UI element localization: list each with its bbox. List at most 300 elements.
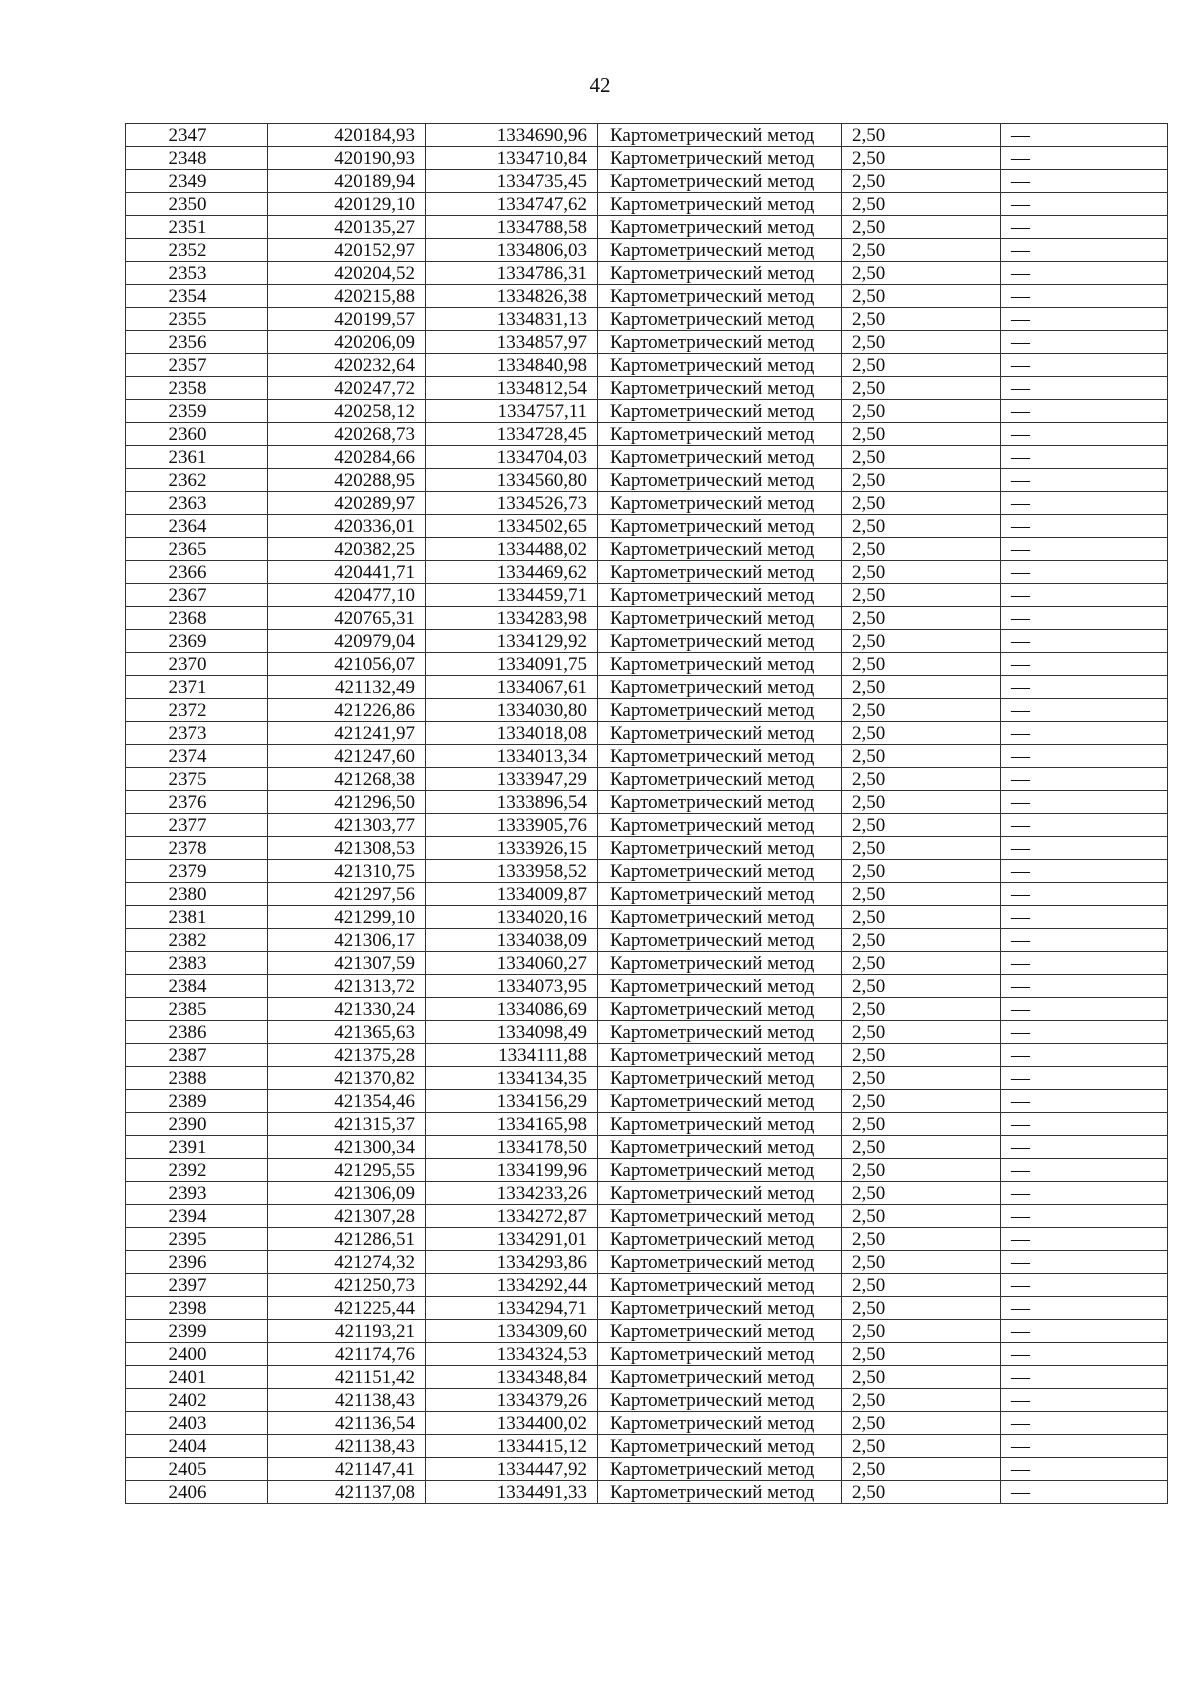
method-cell: Картометрический метод [598,1228,842,1251]
note-cell: — [1001,1136,1168,1159]
accuracy-cell: 2,50 [842,584,1001,607]
note-cell: — [1001,791,1168,814]
accuracy-cell: 2,50 [842,998,1001,1021]
x-coordinate-cell: 421315,37 [268,1113,426,1136]
note-cell: — [1001,446,1168,469]
point-number-cell: 2395 [126,1228,268,1251]
accuracy-cell: 2,50 [842,860,1001,883]
note-cell: — [1001,883,1168,906]
y-coordinate-cell: 1334786,31 [426,262,598,285]
accuracy-cell: 2,50 [842,906,1001,929]
point-number-cell: 2389 [126,1090,268,1113]
accuracy-cell: 2,50 [842,1251,1001,1274]
point-number-cell: 2364 [126,515,268,538]
point-number-cell: 2368 [126,607,268,630]
point-number-cell: 2392 [126,1159,268,1182]
table-row [126,515,1168,538]
x-coordinate-cell: 421308,53 [268,837,426,860]
method-cell: Картометрический метод [598,1320,842,1343]
method-cell: Картометрический метод [598,929,842,952]
point-number-cell: 2387 [126,1044,268,1067]
table-row [126,354,1168,377]
method-cell: Картометрический метод [598,676,842,699]
x-coordinate-cell: 421370,82 [268,1067,426,1090]
y-coordinate-cell: 1334690,96 [426,124,598,147]
x-coordinate-cell: 421268,38 [268,768,426,791]
y-coordinate-cell: 1334459,71 [426,584,598,607]
method-cell: Картометрический метод [598,1435,842,1458]
y-coordinate-cell: 1334292,44 [426,1274,598,1297]
method-cell: Картометрический метод [598,1182,842,1205]
point-number-cell: 2403 [126,1412,268,1435]
x-coordinate-cell: 421147,41 [268,1458,426,1481]
x-coordinate-cell: 420979,04 [268,630,426,653]
point-number-cell: 2365 [126,538,268,561]
x-coordinate-cell: 420190,93 [268,147,426,170]
x-coordinate-cell: 420441,71 [268,561,426,584]
point-number-cell: 2390 [126,1113,268,1136]
y-coordinate-cell: 1334826,38 [426,285,598,308]
table-row [126,1366,1168,1389]
table-row [126,814,1168,837]
table-row [126,1274,1168,1297]
method-cell: Картометрический метод [598,193,842,216]
note-cell: — [1001,630,1168,653]
point-number-cell: 2379 [126,860,268,883]
note-cell: — [1001,354,1168,377]
method-cell: Картометрический метод [598,216,842,239]
y-coordinate-cell: 1333896,54 [426,791,598,814]
note-cell: — [1001,814,1168,837]
table-row [126,1320,1168,1343]
accuracy-cell: 2,50 [842,837,1001,860]
note-cell: — [1001,492,1168,515]
x-coordinate-cell: 421375,28 [268,1044,426,1067]
method-cell: Картометрический метод [598,722,842,745]
y-coordinate-cell: 1334400,02 [426,1412,598,1435]
x-coordinate-cell: 421365,63 [268,1021,426,1044]
point-number-cell: 2371 [126,676,268,699]
x-coordinate-cell: 420215,88 [268,285,426,308]
note-cell: — [1001,124,1168,147]
accuracy-cell: 2,50 [842,1458,1001,1481]
accuracy-cell: 2,50 [842,1205,1001,1228]
table-row [126,239,1168,262]
table-row [126,124,1168,147]
y-coordinate-cell: 1334806,03 [426,239,598,262]
y-coordinate-cell: 1334293,86 [426,1251,598,1274]
point-number-cell: 2394 [126,1205,268,1228]
accuracy-cell: 2,50 [842,216,1001,239]
note-cell: — [1001,998,1168,1021]
x-coordinate-cell: 421286,51 [268,1228,426,1251]
y-coordinate-cell: 1334415,12 [426,1435,598,1458]
point-number-cell: 2356 [126,331,268,354]
x-coordinate-cell: 421225,44 [268,1297,426,1320]
note-cell: — [1001,975,1168,998]
note-cell: — [1001,1389,1168,1412]
method-cell: Картометрический метод [598,1136,842,1159]
table-row [126,791,1168,814]
x-coordinate-cell: 420152,97 [268,239,426,262]
accuracy-cell: 2,50 [842,1297,1001,1320]
table-row [126,308,1168,331]
table-row [126,1205,1168,1228]
note-cell: — [1001,1274,1168,1297]
x-coordinate-cell: 420258,12 [268,400,426,423]
table-row [126,722,1168,745]
table-row [126,1136,1168,1159]
x-coordinate-cell: 421310,75 [268,860,426,883]
note-cell: — [1001,1458,1168,1481]
y-coordinate-cell: 1334134,35 [426,1067,598,1090]
accuracy-cell: 2,50 [842,1228,1001,1251]
accuracy-cell: 2,50 [842,492,1001,515]
accuracy-cell: 2,50 [842,929,1001,952]
accuracy-cell: 2,50 [842,607,1001,630]
y-coordinate-cell: 1334526,73 [426,492,598,515]
x-coordinate-cell: 420268,73 [268,423,426,446]
x-coordinate-cell: 421151,42 [268,1366,426,1389]
method-cell: Картометрический метод [598,377,842,400]
x-coordinate-cell: 420284,66 [268,446,426,469]
accuracy-cell: 2,50 [842,883,1001,906]
coordinates-table [125,123,1168,1504]
point-number-cell: 2400 [126,1343,268,1366]
method-cell: Картометрический метод [598,745,842,768]
note-cell: — [1001,1205,1168,1228]
note-cell: — [1001,676,1168,699]
method-cell: Картометрический метод [598,584,842,607]
method-cell: Картометрический метод [598,492,842,515]
method-cell: Картометрический метод [598,630,842,653]
table-row [126,147,1168,170]
y-coordinate-cell: 1334091,75 [426,653,598,676]
y-coordinate-cell: 1334502,65 [426,515,598,538]
table-row [126,377,1168,400]
y-coordinate-cell: 1334060,27 [426,952,598,975]
x-coordinate-cell: 421226,86 [268,699,426,722]
x-coordinate-cell: 421297,56 [268,883,426,906]
table-row [126,1182,1168,1205]
accuracy-cell: 2,50 [842,952,1001,975]
x-coordinate-cell: 421295,55 [268,1159,426,1182]
note-cell: — [1001,1412,1168,1435]
accuracy-cell: 2,50 [842,1366,1001,1389]
x-coordinate-cell: 420204,52 [268,262,426,285]
table-row [126,653,1168,676]
y-coordinate-cell: 1334309,60 [426,1320,598,1343]
point-number-cell: 2404 [126,1435,268,1458]
method-cell: Картометрический метод [598,791,842,814]
note-cell: — [1001,1182,1168,1205]
table-row [126,193,1168,216]
note-cell: — [1001,1067,1168,1090]
note-cell: — [1001,607,1168,630]
y-coordinate-cell: 1334757,11 [426,400,598,423]
method-cell: Картометрический метод [598,308,842,331]
table-row [126,952,1168,975]
method-cell: Картометрический метод [598,1067,842,1090]
table-row [126,883,1168,906]
method-cell: Картометрический метод [598,423,842,446]
x-coordinate-cell: 421138,43 [268,1389,426,1412]
accuracy-cell: 2,50 [842,170,1001,193]
x-coordinate-cell: 420336,01 [268,515,426,538]
table-row [126,1458,1168,1481]
method-cell: Картометрический метод [598,538,842,561]
table-row [126,1021,1168,1044]
table-row [126,699,1168,722]
point-number-cell: 2352 [126,239,268,262]
x-coordinate-cell: 421307,28 [268,1205,426,1228]
method-cell: Картометрический метод [598,1343,842,1366]
table-row [126,1159,1168,1182]
point-number-cell: 2402 [126,1389,268,1412]
note-cell: — [1001,469,1168,492]
y-coordinate-cell: 1334272,87 [426,1205,598,1228]
method-cell: Картометрический метод [598,906,842,929]
method-cell: Картометрический метод [598,170,842,193]
accuracy-cell: 2,50 [842,193,1001,216]
x-coordinate-cell: 420232,64 [268,354,426,377]
x-coordinate-cell: 420135,27 [268,216,426,239]
x-coordinate-cell: 420288,95 [268,469,426,492]
table-row [126,1435,1168,1458]
note-cell: — [1001,423,1168,446]
accuracy-cell: 2,50 [842,745,1001,768]
x-coordinate-cell: 421056,07 [268,653,426,676]
point-number-cell: 2381 [126,906,268,929]
table-row [126,1412,1168,1435]
method-cell: Картометрический метод [598,699,842,722]
y-coordinate-cell: 1334710,84 [426,147,598,170]
method-cell: Картометрический метод [598,515,842,538]
method-cell: Картометрический метод [598,331,842,354]
y-coordinate-cell: 1334020,16 [426,906,598,929]
table-row [126,676,1168,699]
point-number-cell: 2350 [126,193,268,216]
x-coordinate-cell: 421138,43 [268,1435,426,1458]
x-coordinate-cell: 421137,08 [268,1481,426,1504]
y-coordinate-cell: 1333947,29 [426,768,598,791]
point-number-cell: 2367 [126,584,268,607]
x-coordinate-cell: 421300,34 [268,1136,426,1159]
point-number-cell: 2398 [126,1297,268,1320]
note-cell: — [1001,515,1168,538]
y-coordinate-cell: 1334469,62 [426,561,598,584]
table-body [126,124,1168,1504]
note-cell: — [1001,1366,1168,1389]
y-coordinate-cell: 1334840,98 [426,354,598,377]
accuracy-cell: 2,50 [842,262,1001,285]
y-coordinate-cell: 1334491,33 [426,1481,598,1504]
point-number-cell: 2388 [126,1067,268,1090]
x-coordinate-cell: 420206,09 [268,331,426,354]
method-cell: Картометрический метод [598,1113,842,1136]
x-coordinate-cell: 421303,77 [268,814,426,837]
method-cell: Картометрический метод [598,814,842,837]
table-row [126,285,1168,308]
note-cell: — [1001,561,1168,584]
method-cell: Картометрический метод [598,124,842,147]
x-coordinate-cell: 420382,25 [268,538,426,561]
y-coordinate-cell: 1334018,08 [426,722,598,745]
point-number-cell: 2357 [126,354,268,377]
y-coordinate-cell: 1333926,15 [426,837,598,860]
y-coordinate-cell: 1334488,02 [426,538,598,561]
y-coordinate-cell: 1334294,71 [426,1297,598,1320]
y-coordinate-cell: 1334560,80 [426,469,598,492]
note-cell: — [1001,1228,1168,1251]
note-cell: — [1001,1435,1168,1458]
y-coordinate-cell: 1334735,45 [426,170,598,193]
method-cell: Картометрический метод [598,860,842,883]
y-coordinate-cell: 1334009,87 [426,883,598,906]
accuracy-cell: 2,50 [842,1320,1001,1343]
table-row [126,975,1168,998]
x-coordinate-cell: 421307,59 [268,952,426,975]
point-number-cell: 2380 [126,883,268,906]
y-coordinate-cell: 1334788,58 [426,216,598,239]
y-coordinate-cell: 1334831,13 [426,308,598,331]
method-cell: Картометрический метод [598,1412,842,1435]
note-cell: — [1001,262,1168,285]
accuracy-cell: 2,50 [842,423,1001,446]
table-row [126,1297,1168,1320]
x-coordinate-cell: 421247,60 [268,745,426,768]
y-coordinate-cell: 1333958,52 [426,860,598,883]
point-number-cell: 2384 [126,975,268,998]
note-cell: — [1001,952,1168,975]
accuracy-cell: 2,50 [842,1113,1001,1136]
x-coordinate-cell: 420765,31 [268,607,426,630]
note-cell: — [1001,216,1168,239]
point-number-cell: 2406 [126,1481,268,1504]
x-coordinate-cell: 421274,32 [268,1251,426,1274]
point-number-cell: 2382 [126,929,268,952]
method-cell: Картометрический метод [598,1389,842,1412]
note-cell: — [1001,1343,1168,1366]
note-cell: — [1001,239,1168,262]
table-row [126,906,1168,929]
x-coordinate-cell: 420184,93 [268,124,426,147]
method-cell: Картометрический метод [598,1481,842,1504]
method-cell: Картометрический метод [598,1090,842,1113]
y-coordinate-cell: 1334283,98 [426,607,598,630]
method-cell: Картометрический метод [598,469,842,492]
x-coordinate-cell: 420247,72 [268,377,426,400]
note-cell: — [1001,1320,1168,1343]
table-row [126,1113,1168,1136]
x-coordinate-cell: 421330,24 [268,998,426,1021]
y-coordinate-cell: 1334747,62 [426,193,598,216]
point-number-cell: 2386 [126,1021,268,1044]
y-coordinate-cell: 1334348,84 [426,1366,598,1389]
method-cell: Картометрический метод [598,1297,842,1320]
accuracy-cell: 2,50 [842,1343,1001,1366]
accuracy-cell: 2,50 [842,722,1001,745]
table-row [126,216,1168,239]
accuracy-cell: 2,50 [842,791,1001,814]
y-coordinate-cell: 1334233,26 [426,1182,598,1205]
note-cell: — [1001,653,1168,676]
table-row [126,1343,1168,1366]
note-cell: — [1001,377,1168,400]
x-coordinate-cell: 421193,21 [268,1320,426,1343]
note-cell: — [1001,906,1168,929]
accuracy-cell: 2,50 [842,1182,1001,1205]
y-coordinate-cell: 1334379,26 [426,1389,598,1412]
table-row [126,1067,1168,1090]
note-cell: — [1001,193,1168,216]
x-coordinate-cell: 420477,10 [268,584,426,607]
point-number-cell: 2401 [126,1366,268,1389]
note-cell: — [1001,1159,1168,1182]
point-number-cell: 2358 [126,377,268,400]
accuracy-cell: 2,50 [842,1389,1001,1412]
accuracy-cell: 2,50 [842,653,1001,676]
note-cell: — [1001,147,1168,170]
y-coordinate-cell: 1334324,53 [426,1343,598,1366]
y-coordinate-cell: 1334073,95 [426,975,598,998]
y-coordinate-cell: 1334704,03 [426,446,598,469]
note-cell: — [1001,331,1168,354]
method-cell: Картометрический метод [598,607,842,630]
method-cell: Картометрический метод [598,354,842,377]
table-row [126,561,1168,584]
point-number-cell: 2360 [126,423,268,446]
accuracy-cell: 2,50 [842,446,1001,469]
method-cell: Картометрический метод [598,998,842,1021]
x-coordinate-cell: 421132,49 [268,676,426,699]
accuracy-cell: 2,50 [842,538,1001,561]
method-cell: Картометрический метод [598,400,842,423]
accuracy-cell: 2,50 [842,285,1001,308]
method-cell: Картометрический метод [598,1458,842,1481]
accuracy-cell: 2,50 [842,1021,1001,1044]
y-coordinate-cell: 1334812,54 [426,377,598,400]
note-cell: — [1001,1251,1168,1274]
point-number-cell: 2383 [126,952,268,975]
x-coordinate-cell: 421306,09 [268,1182,426,1205]
table-row [126,1228,1168,1251]
point-number-cell: 2348 [126,147,268,170]
table-row [126,262,1168,285]
note-cell: — [1001,837,1168,860]
method-cell: Картометрический метод [598,837,842,860]
x-coordinate-cell: 421354,46 [268,1090,426,1113]
point-number-cell: 2366 [126,561,268,584]
table-row [126,400,1168,423]
method-cell: Картометрический метод [598,952,842,975]
method-cell: Картометрический метод [598,239,842,262]
table-row [126,607,1168,630]
table-row [126,630,1168,653]
table-row [126,1251,1168,1274]
accuracy-cell: 2,50 [842,676,1001,699]
table-row [126,170,1168,193]
method-cell: Картометрический метод [598,1251,842,1274]
point-number-cell: 2353 [126,262,268,285]
note-cell: — [1001,699,1168,722]
table-row [126,584,1168,607]
accuracy-cell: 2,50 [842,1481,1001,1504]
table-row [126,837,1168,860]
x-coordinate-cell: 421313,72 [268,975,426,998]
accuracy-cell: 2,50 [842,975,1001,998]
y-coordinate-cell: 1334013,34 [426,745,598,768]
